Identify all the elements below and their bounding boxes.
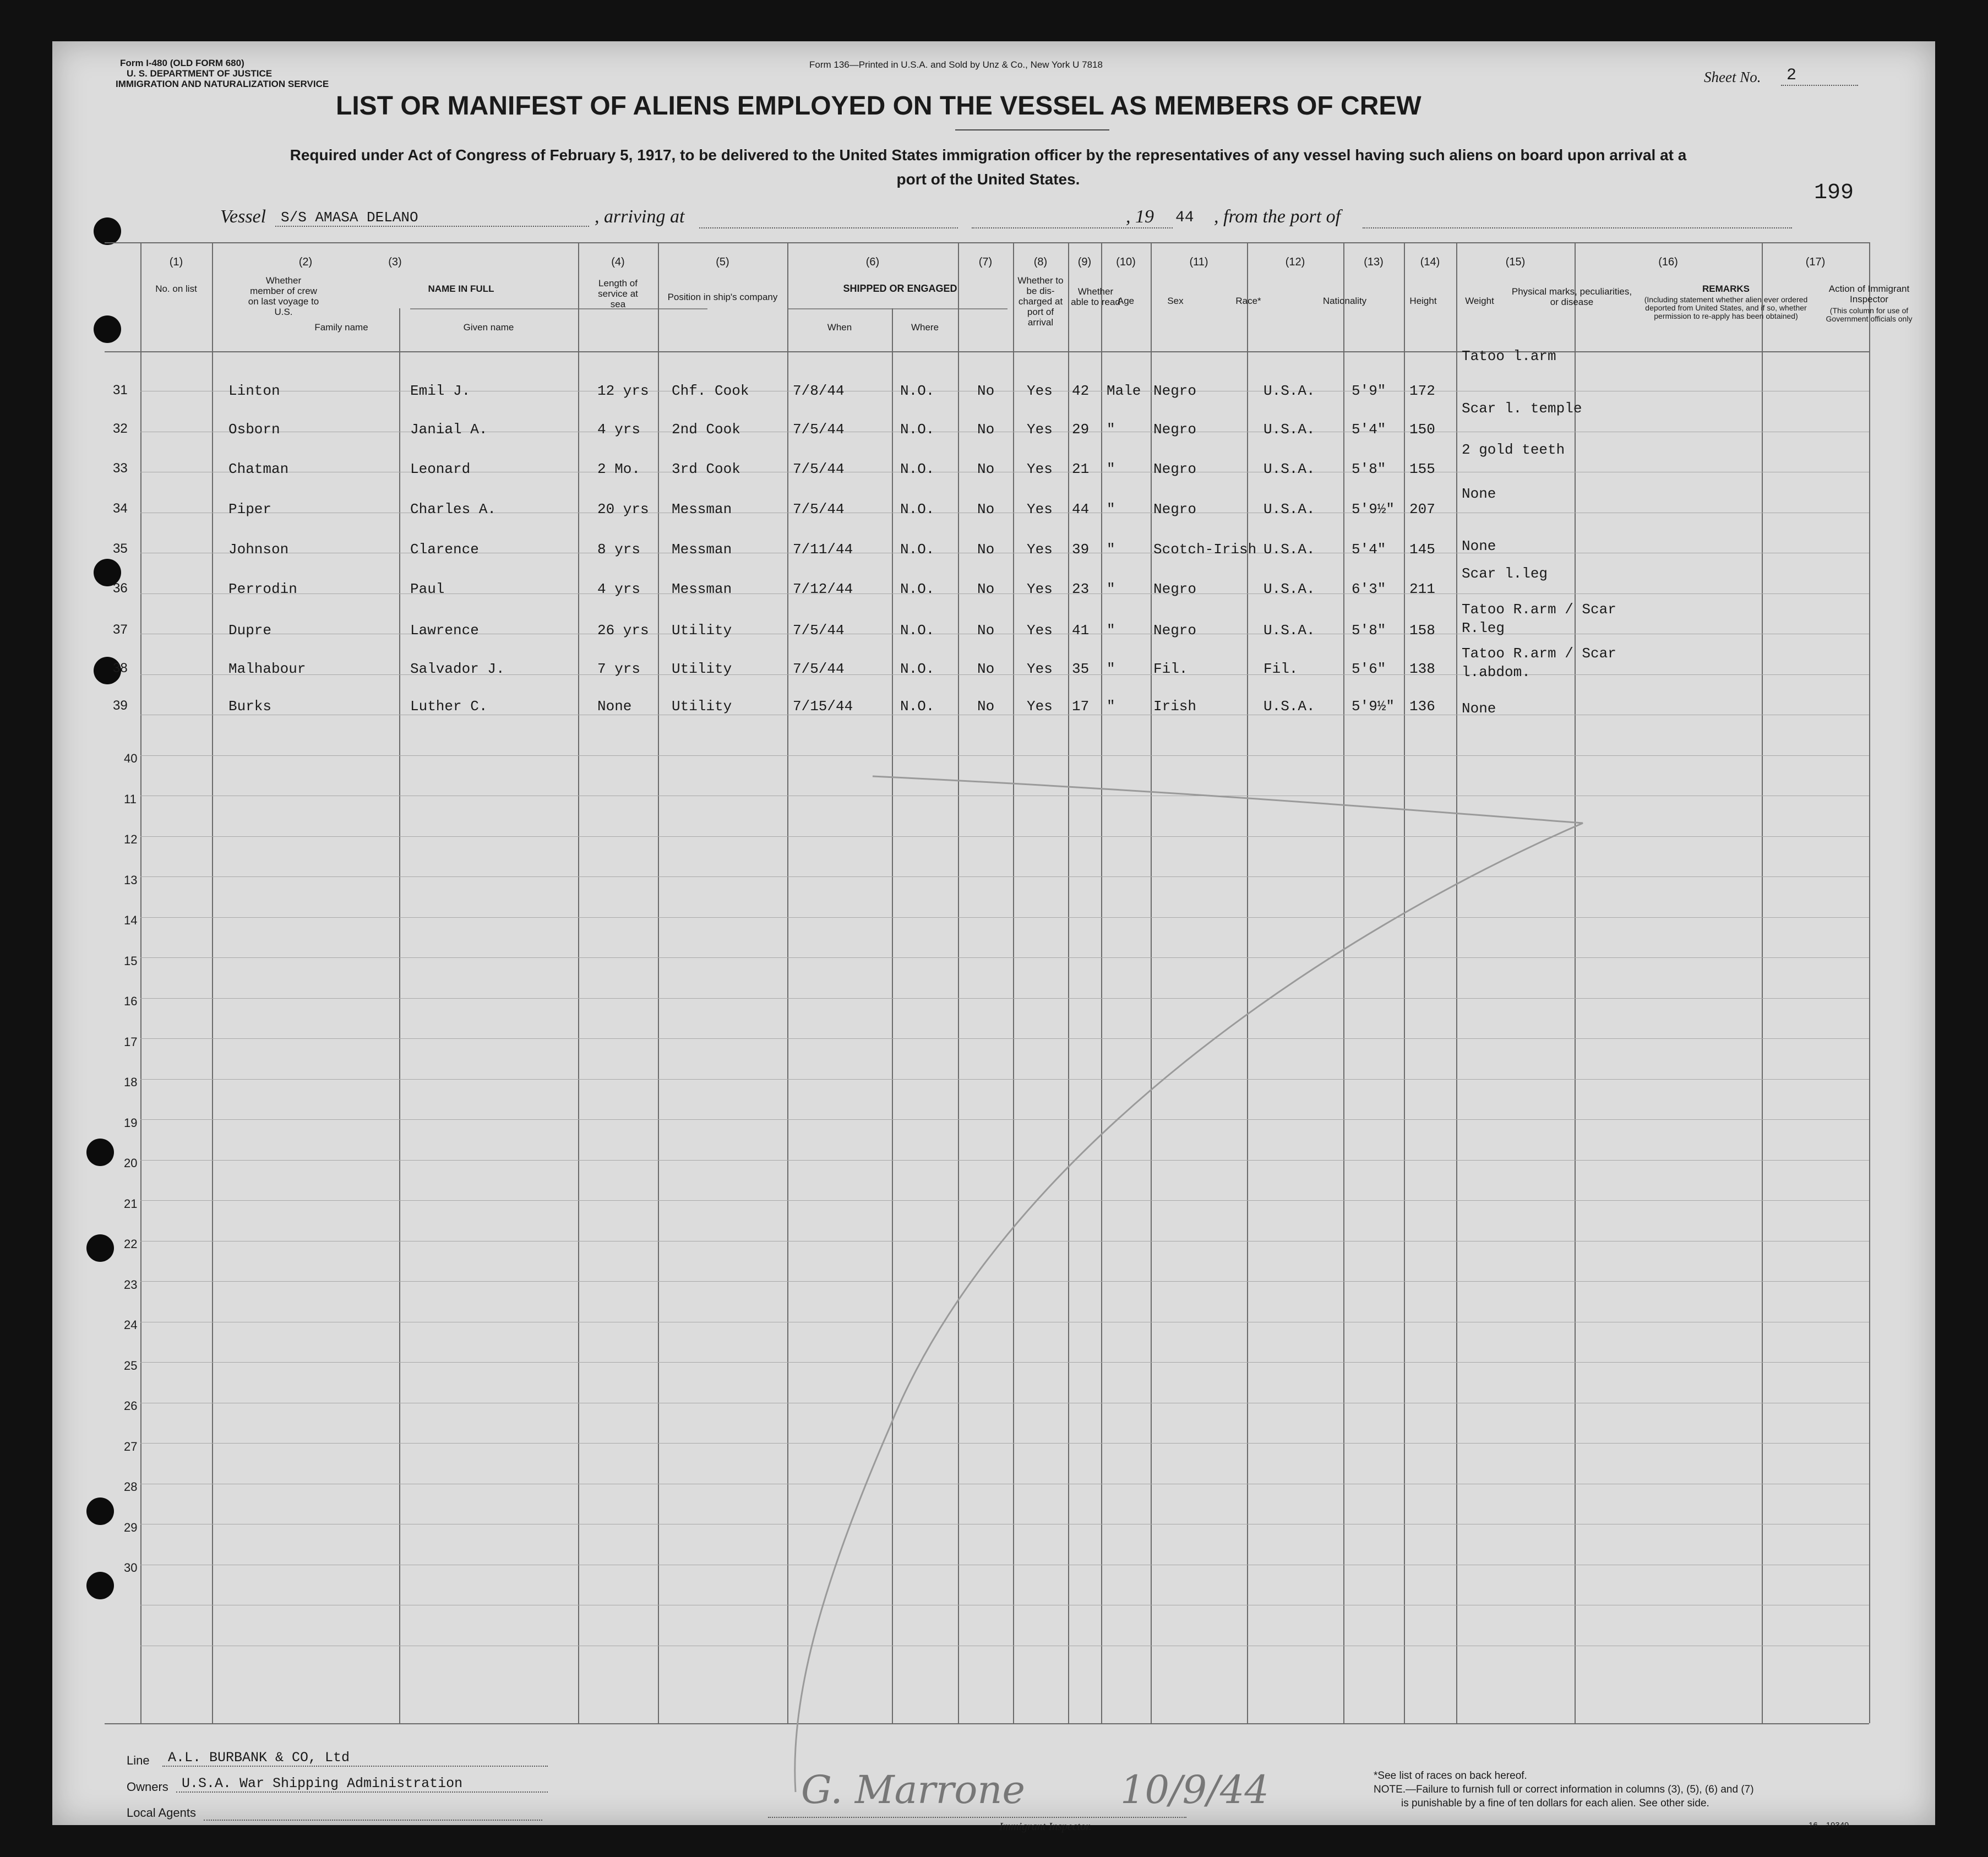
cell-service: 2 Mo.	[597, 461, 641, 477]
cell-age: 35	[1072, 661, 1090, 677]
line-label: Line	[127, 1753, 150, 1767]
title-rule	[955, 129, 1109, 130]
page-title: LIST OR MANIFEST OF ALIENS EMPLOYED ON THE VESSEL AS MEMBERS OF CREW	[336, 91, 1421, 121]
cell-service: 4 yrs	[597, 581, 641, 597]
cell-where: N.O.	[900, 421, 935, 438]
cell-read: Yes	[1027, 581, 1053, 597]
cell-weight: 145	[1409, 541, 1435, 558]
cell-sex: "	[1107, 501, 1115, 518]
form-id-block	[116, 58, 329, 89]
cell-weight: 155	[1409, 461, 1435, 477]
shipped-subheader-rule	[787, 308, 1007, 309]
cell-race: Negro	[1153, 461, 1197, 477]
cell-weight: 207	[1409, 501, 1435, 518]
cell-discharged: No	[977, 622, 995, 639]
cell-nationality: U.S.A.	[1263, 541, 1315, 558]
cell-where: N.O.	[900, 698, 935, 715]
name-subheader-rule	[410, 308, 707, 309]
cell-given: Charles A.	[410, 501, 497, 518]
cell-when: 7/5/44	[793, 661, 845, 677]
row-number: 20	[124, 1156, 138, 1170]
note-line2: is punishable by a fine of ten dollars for each alien. See other side.	[1401, 1798, 1709, 1809]
cell-position: Utility	[672, 622, 732, 639]
cell-where: N.O.	[900, 541, 935, 558]
row-number: 39	[113, 698, 128, 713]
col-nationality-header: Nationality	[1322, 296, 1367, 306]
cell-height: 5'9"	[1352, 383, 1386, 399]
cell-age: 44	[1072, 501, 1090, 518]
cell-where: N.O.	[900, 661, 935, 677]
cell-race: Negro	[1153, 501, 1197, 518]
cell-position: Chf. Cook	[672, 383, 749, 399]
cell-nationality: U.S.A.	[1263, 421, 1315, 438]
cell-given: Janial A.	[410, 421, 488, 438]
cell-nationality: U.S.A.	[1263, 698, 1315, 715]
cell-discharged: No	[977, 698, 995, 715]
row-number: 18	[124, 1075, 138, 1089]
cell-age: 39	[1072, 541, 1090, 558]
cell-where: N.O.	[900, 501, 935, 518]
cell-family: Dupre	[228, 622, 272, 639]
cell-when: 7/5/44	[793, 421, 845, 438]
col-when-header: When	[827, 322, 852, 333]
cell-nationality: U.S.A.	[1263, 501, 1315, 518]
cell-when: 7/5/44	[793, 622, 845, 639]
cell-service: None	[597, 698, 632, 715]
col-read-header: Whether able to read	[1071, 286, 1120, 307]
col-sex-header: Sex	[1167, 296, 1184, 306]
cell-service: 8 yrs	[597, 541, 641, 558]
cell-read: Yes	[1027, 541, 1053, 558]
from-port-label: , from the port of	[1214, 206, 1341, 227]
year-prefix: , 19	[1126, 206, 1154, 227]
row-number: 26	[124, 1399, 138, 1413]
cell-age: 42	[1072, 383, 1090, 399]
punch-hole	[86, 1572, 114, 1599]
punch-hole	[86, 1139, 114, 1166]
row-number: 19	[124, 1115, 138, 1130]
cell-weight: 158	[1409, 622, 1435, 639]
cell-sex: "	[1107, 421, 1115, 438]
col-action-header: Action of Immigrant Inspector	[1828, 284, 1910, 304]
cell-where: N.O.	[900, 581, 935, 597]
cell-discharged: No	[977, 421, 995, 438]
cell-sex: "	[1107, 622, 1115, 639]
header-top-rule	[105, 242, 1869, 243]
cell-position: Utility	[672, 661, 732, 677]
row-number: 40	[124, 751, 138, 765]
subtitle-line2: port of the United States.	[896, 171, 1080, 188]
cell-weight: 138	[1409, 661, 1435, 677]
cell-sex: "	[1107, 541, 1115, 558]
form-code: 16—19349	[1809, 1821, 1849, 1830]
col-last-voyage-header: Whether member of crew on last voyage to U.S.	[248, 275, 319, 317]
races-note: *See list of races on back hereof.	[1374, 1770, 1527, 1782]
cell-discharged: No	[977, 383, 995, 399]
cell-marks: Tatoo R.arm / Scar R.leg	[1462, 601, 1616, 636]
arriving-date-field	[972, 227, 1173, 228]
cell-when: 7/11/44	[793, 541, 853, 558]
cell-marks: Tatoo R.arm / Scar l.abdom.	[1462, 645, 1616, 680]
arriving-label: , arriving at	[595, 206, 685, 227]
row-number: 32	[113, 421, 128, 436]
col-position-header: Position in ship's company	[667, 292, 778, 302]
col-height-header: Height	[1409, 296, 1437, 306]
cell-height: 6'3"	[1352, 581, 1386, 597]
cell-height: 5'6"	[1352, 661, 1386, 677]
cell-read: Yes	[1027, 622, 1053, 639]
cell-marks: None	[1462, 700, 1496, 717]
cell-where: N.O.	[900, 622, 935, 639]
cell-marks: 2 gold teeth	[1462, 442, 1565, 458]
cell-read: Yes	[1027, 501, 1053, 518]
cell-given: Leonard	[410, 461, 471, 477]
col-family-name-header: Family name	[314, 322, 368, 333]
cell-height: 5'4"	[1352, 421, 1386, 438]
punch-hole	[86, 1497, 114, 1525]
row-number: 36	[113, 581, 128, 596]
col-shipped-header: SHIPPED OR ENGAGED	[843, 283, 957, 294]
cell-family: Piper	[228, 501, 272, 518]
cell-family: Johnson	[228, 541, 289, 558]
printer-note: Form 136—Printed in U.S.A. and Sold by Unz & Co., New York U 7818	[809, 59, 1103, 70]
row-rule	[140, 593, 1869, 594]
col-where-header: Where	[911, 322, 939, 333]
cell-weight: 136	[1409, 698, 1435, 715]
row-number: 23	[124, 1277, 138, 1292]
row-number: 27	[124, 1439, 138, 1453]
department: U. S. DEPARTMENT OF JUSTICE	[127, 68, 273, 79]
row-number: 35	[113, 541, 128, 556]
cell-where: N.O.	[900, 461, 935, 477]
sheet-label: Sheet No.	[1704, 69, 1761, 85]
cell-given: Paul	[410, 581, 445, 597]
row-number: 16	[124, 994, 138, 1008]
cell-marks: None	[1462, 486, 1496, 502]
col-action-note: (This column for use of Government officials only	[1826, 306, 1913, 323]
cell-race: Negro	[1153, 421, 1197, 438]
from-port-field	[1363, 227, 1792, 228]
col-physical-marks-header: Physical marks, peculiarities, or disease	[1511, 286, 1632, 307]
cell-race: Negro	[1153, 383, 1197, 399]
cell-nationality: U.S.A.	[1263, 461, 1315, 477]
cell-read: Yes	[1027, 698, 1053, 715]
col-service-header: Length of service at sea	[598, 278, 638, 309]
row-number: 38	[113, 661, 128, 676]
agents-field	[204, 1820, 542, 1821]
cell-service: 20 yrs	[597, 501, 649, 518]
cell-read: Yes	[1027, 661, 1053, 677]
cell-height: 5'8"	[1352, 461, 1386, 477]
manifest-sheet: Form I-480 (OLD FORM 680) U. S. DEPARTMENT OF JUSTICE IMMIGRATION AND NATURALIZATION SERVICE Form 136—Printed in U.S.A. and Sold by Unz & Co., New York U 7818 Sheet No. 2 LIST OR MANIFEST OF ALIENS EMPLOYED ON THE VESSEL AS MEMBERS OF CREW Required under Act of Congress of February 5, 1917, to be delivered to the United States immigration officer by the representatives of any vessel having such aliens on board upon arrival at a port of the United States. 199 Vessel S/S AMASA DELANO , arriving at , 19 44 , from the port of (1) (2) (3) (4) (5) (6) (7) (8) (9) (10) (11) (12) (13) (14) (15) (16) (17) No. on list Whether member of crew on last voyage to U.S. NAME IN FULL Family name Given name Length of service at sea Position in ship's company SHIPPED OR ENGAGED When Where Whether to be dis-charged at port of arrival Whether able to read Age Sex Race* Nationality Height Weight Physical marks, peculiarities, or disease REMARKS (Including statement whether alien ever ordered deported from United States, and if so, whether permission to re-apply has been obtained) Action of Immigrant Inspector (This column for use of Government officials only 31 Linton Emil J. 12 yrs Chf. Cook 7/8/44 N.O. No Yes 42 Male Negro U.S.A. 5'9" 172 Tatoo l.arm 32 Osborn Janial A. 4 yrs 2nd Cook 7/5/44 N.O. No Yes 29 " Negro U.S.A. 5'4" 150 Scar l. temple 33 Chatman Leonard 2 Mo. 3rd Cook 7/5/44 N.O. No Yes 21 " Negro U.S.A. 5'8" 155 2 gold teeth 34 Piper Charles A. 20 yrs Messman 7/5/44 N.O. No Yes 44 " Negro U.S.A. 5'9½" 207 None 35 Johnson Clarence 8 yrs Messman 7/11/44 N.O. No Yes 39 " Scotch-Irish U.S.A. 5'4" 145 None 36 Perrodin Paul 4 yrs Messman 7/12/44 N.O. No Yes 23 " Negro U.S.A. 6'3" 211 Scar l.leg 37 Dupre Lawrence 26 yrs Utility 7/5/44 N.O. No Yes 41 " Negro U.S.A. 5'8" 158 Tatoo R.arm / Scar R.leg 38 Malhabour Salvador J. 7 yrs Utility 7/5/44 N.O. No Yes 35 " Fil. Fil. 5'6" 138 Tatoo R.arm / Scar l.abdom. 39 Burks Luther C. None Utility 7/15/44 N.O. No Yes 17 " Irish U.S.A. 5'9½" 136 None 40 11 12 13 14 15 16 17 18 19 20 21 22 23 24 25 26 27 28 29 30 Line A.L. BURBANK & CO, Ltd Owners U.S.A. War Shipping Administration Local Agents G. Marrone 10/9/44 Immigrant Inspector. *See list of races on back hereof. NOTE.—Failure to furnish full or correct information in columns (3), (5), (6) and (7) is punishable by a fine of ten dollars for each alien. See other side. 16—19349	[52, 41, 1935, 1825]
cell-sex: "	[1107, 581, 1115, 597]
row-number: 17	[124, 1034, 138, 1049]
cell-age: 29	[1072, 421, 1090, 438]
cell-sex: "	[1107, 698, 1115, 715]
inspector-signature: G. Marrone	[801, 1767, 1025, 1812]
col-remarks-header: REMARKS	[1702, 284, 1750, 294]
row-number: 33	[113, 461, 128, 476]
vessel-name: S/S AMASA DELANO	[275, 209, 589, 227]
note-line1: NOTE.—Failure to furnish full or correct information in columns (3), (5), (6) and (7)	[1374, 1784, 1754, 1795]
row-number: 25	[124, 1358, 138, 1373]
cell-family: Perrodin	[228, 581, 297, 597]
cell-age: 21	[1072, 461, 1090, 477]
cell-family: Burks	[228, 698, 272, 715]
cell-marks: None	[1462, 538, 1496, 554]
cell-race: Negro	[1153, 581, 1197, 597]
row-number: 24	[124, 1318, 138, 1332]
row-number: 13	[124, 873, 138, 887]
cell-sex: "	[1107, 461, 1115, 477]
cell-given: Emil J.	[410, 383, 471, 399]
cell-height: 5'9½"	[1352, 698, 1395, 715]
cell-service: 12 yrs	[597, 383, 649, 399]
owners-value: U.S.A. War Shipping Administration	[176, 1776, 548, 1793]
cell-service: 7 yrs	[597, 661, 641, 677]
cell-discharged: No	[977, 541, 995, 558]
cell-read: Yes	[1027, 461, 1053, 477]
cell-weight: 172	[1409, 383, 1435, 399]
cell-read: Yes	[1027, 383, 1053, 399]
cell-height: 5'4"	[1352, 541, 1386, 558]
row-number: 21	[124, 1196, 138, 1211]
page-subtitle	[107, 143, 1869, 192]
signature-date: 10/9/44	[1120, 1767, 1269, 1812]
cell-position: 3rd Cook	[672, 461, 740, 477]
signature-field	[768, 1817, 1186, 1818]
punch-hole	[94, 217, 121, 245]
row-number: 37	[113, 622, 128, 637]
row-number: 30	[124, 1561, 138, 1575]
col-race-header: Race*	[1235, 296, 1261, 306]
cell-given: Salvador J.	[410, 661, 505, 677]
cell-age: 23	[1072, 581, 1090, 597]
punch-hole	[94, 315, 121, 343]
col-discharged-header: Whether to be dis-charged at port of arrival	[1017, 275, 1064, 328]
cell-where: N.O.	[900, 383, 935, 399]
cell-family: Malhabour	[228, 661, 306, 677]
col-weight-header: Weight	[1465, 296, 1494, 306]
row-number: 31	[113, 383, 128, 397]
cell-given: Luther C.	[410, 698, 488, 715]
cell-marks: Scar l.leg	[1462, 565, 1548, 582]
row-number: 14	[124, 913, 138, 927]
cell-service: 4 yrs	[597, 421, 641, 438]
col-given-name-header: Given name	[463, 322, 514, 333]
year-value: 44	[1175, 209, 1194, 226]
cell-nationality: Fil.	[1263, 661, 1298, 677]
cell-weight: 150	[1409, 421, 1435, 438]
service: IMMIGRATION AND NATURALIZATION SERVICE	[116, 79, 329, 89]
arriving-field	[699, 227, 958, 228]
cell-discharged: No	[977, 501, 995, 518]
cell-family: Chatman	[228, 461, 289, 477]
cell-age: 17	[1072, 698, 1090, 715]
col-no-header: No. on list	[155, 284, 197, 294]
cell-position: Messman	[672, 581, 732, 597]
cell-family: Linton	[228, 383, 280, 399]
cell-sex: "	[1107, 661, 1115, 677]
pencil-stroke	[724, 768, 1660, 1803]
punch-hole	[86, 1234, 114, 1262]
cell-given: Clarence	[410, 541, 479, 558]
cell-sex: Male	[1107, 383, 1141, 399]
cell-position: Messman	[672, 541, 732, 558]
row-rule	[140, 755, 1869, 756]
line-value: A.L. BURBANK & CO, Ltd	[162, 1750, 548, 1767]
inspector-label: Immigrant Inspector.	[999, 1821, 1092, 1833]
cell-race: Fil.	[1153, 661, 1188, 677]
row-number: 28	[124, 1480, 138, 1494]
col-age-header: Age	[1117, 296, 1135, 306]
row-number: 15	[124, 954, 138, 968]
cell-service: 26 yrs	[597, 622, 649, 639]
cell-age: 41	[1072, 622, 1090, 639]
cell-height: 5'9½"	[1352, 501, 1395, 518]
cell-position: Messman	[672, 501, 732, 518]
cell-when: 7/12/44	[793, 581, 853, 597]
subtitle-line1: Required under Act of Congress of February 5, 1917, to be delivered to the United States immigration officer by the representatives of any vessel having such aliens on board upon arrival at a	[290, 146, 1687, 164]
cell-read: Yes	[1027, 421, 1053, 438]
row-number: 11	[124, 792, 137, 806]
cell-nationality: U.S.A.	[1263, 383, 1315, 399]
cell-when: 7/8/44	[793, 383, 845, 399]
cell-race: Scotch-Irish	[1153, 541, 1257, 558]
cell-position: Utility	[672, 698, 732, 715]
col-remarks-note: (Including statement whether alien ever ordered deported from United States, and if so, whether permission to re-apply has been obtained)	[1644, 295, 1808, 320]
vessel-label: Vessel	[220, 206, 266, 227]
cell-when: 7/5/44	[793, 461, 845, 477]
cell-weight: 211	[1409, 581, 1435, 597]
cell-race: Irish	[1153, 698, 1197, 715]
row-number: 12	[124, 832, 138, 846]
cell-discharged: No	[977, 581, 995, 597]
cell-discharged: No	[977, 661, 995, 677]
cell-marks: Tatoo l.arm	[1462, 348, 1556, 364]
cell-nationality: U.S.A.	[1263, 581, 1315, 597]
cell-when: 7/5/44	[793, 501, 845, 518]
cell-given: Lawrence	[410, 622, 479, 639]
cell-family: Osborn	[228, 421, 280, 438]
page-stamp: 199	[1814, 181, 1854, 205]
cell-when: 7/15/44	[793, 698, 853, 715]
cell-nationality: U.S.A.	[1263, 622, 1315, 639]
row-number: 29	[124, 1520, 138, 1534]
cell-height: 5'8"	[1352, 622, 1386, 639]
form-id: Form I-480 (OLD FORM 680)	[120, 58, 244, 68]
cell-marks: Scar l. temple	[1462, 400, 1582, 417]
cell-race: Negro	[1153, 622, 1197, 639]
row-number: 22	[124, 1237, 138, 1251]
col-name-header: NAME IN FULL	[428, 284, 494, 294]
row-number: 34	[113, 501, 128, 516]
sheet-number: 2	[1781, 66, 1858, 86]
cell-discharged: No	[977, 461, 995, 477]
cell-position: 2nd Cook	[672, 421, 740, 438]
owners-label: Owners	[127, 1780, 168, 1794]
agents-label: Local Agents	[127, 1806, 196, 1820]
